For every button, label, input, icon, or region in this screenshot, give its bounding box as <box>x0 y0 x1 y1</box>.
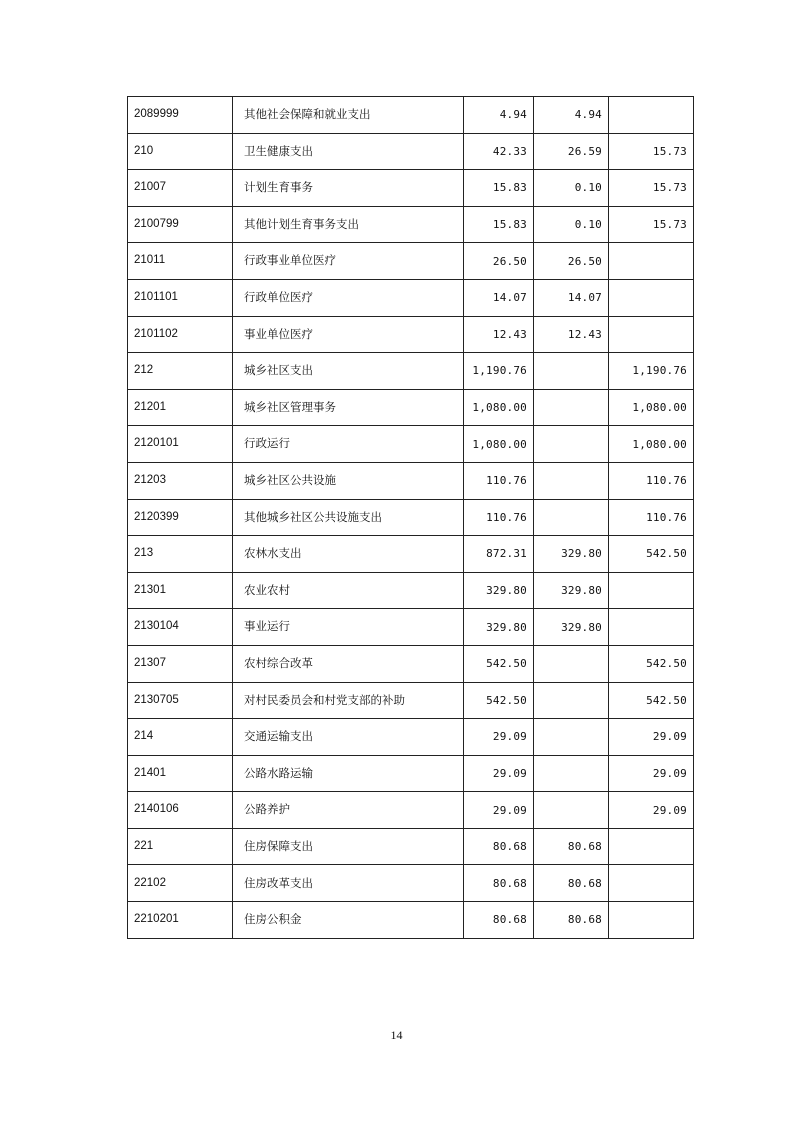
project-expenditure-cell: 1,190.76 <box>609 353 694 390</box>
subject-name-cell: 其他社会保障和就业支出 <box>233 97 464 134</box>
total-amount-cell: 1,080.00 <box>464 426 534 463</box>
subject-name-cell: 公路水路运输 <box>233 755 464 792</box>
table-row <box>128 645 694 682</box>
total-amount-cell: 110.76 <box>464 499 534 536</box>
subject-code-cell: 2130705 <box>128 682 233 719</box>
total-amount-cell: 26.50 <box>464 243 534 280</box>
subject-name-cell: 行政事业单位医疗 <box>233 243 464 280</box>
table-row <box>128 719 694 756</box>
total-amount-cell: 329.80 <box>464 572 534 609</box>
table-row <box>128 133 694 170</box>
subject-name-cell: 对村民委员会和村党支部的补助 <box>233 682 464 719</box>
total-amount-cell: 29.09 <box>464 755 534 792</box>
total-amount-cell: 29.09 <box>464 792 534 829</box>
subject-name-cell: 其他计划生育事务支出 <box>233 206 464 243</box>
subject-code-cell: 2101101 <box>128 279 233 316</box>
table-row <box>128 902 694 939</box>
table-row <box>128 462 694 499</box>
total-amount-cell: 42.33 <box>464 133 534 170</box>
subject-code-cell: 21307 <box>128 645 233 682</box>
subject-code-cell: 210 <box>128 133 233 170</box>
basic-expenditure-cell <box>534 755 609 792</box>
project-expenditure-cell: 1,080.00 <box>609 389 694 426</box>
budget-table-body <box>128 97 694 939</box>
subject-name-cell: 城乡社区管理事务 <box>233 389 464 426</box>
total-amount-cell: 15.83 <box>464 206 534 243</box>
subject-name-cell: 事业单位医疗 <box>233 316 464 353</box>
subject-name-cell: 住房改革支出 <box>233 865 464 902</box>
table-row <box>128 865 694 902</box>
total-amount-cell: 29.09 <box>464 719 534 756</box>
subject-name-cell: 农村综合改革 <box>233 645 464 682</box>
project-expenditure-cell: 15.73 <box>609 133 694 170</box>
subject-name-cell: 住房公积金 <box>233 902 464 939</box>
table-row <box>128 499 694 536</box>
total-amount-cell: 542.50 <box>464 645 534 682</box>
subject-code-cell: 21301 <box>128 572 233 609</box>
subject-code-cell: 21203 <box>128 462 233 499</box>
basic-expenditure-cell: 26.59 <box>534 133 609 170</box>
basic-expenditure-cell: 329.80 <box>534 536 609 573</box>
basic-expenditure-cell: 80.68 <box>534 828 609 865</box>
total-amount-cell: 872.31 <box>464 536 534 573</box>
table-row <box>128 389 694 426</box>
table-row <box>128 170 694 207</box>
subject-code-cell: 214 <box>128 719 233 756</box>
project-expenditure-cell <box>609 572 694 609</box>
project-expenditure-cell: 29.09 <box>609 755 694 792</box>
total-amount-cell: 80.68 <box>464 902 534 939</box>
basic-expenditure-cell <box>534 426 609 463</box>
table-row <box>128 243 694 280</box>
subject-code-cell: 21007 <box>128 170 233 207</box>
project-expenditure-cell <box>609 279 694 316</box>
basic-expenditure-cell <box>534 389 609 426</box>
subject-code-cell: 213 <box>128 536 233 573</box>
project-expenditure-cell <box>609 97 694 134</box>
total-amount-cell: 329.80 <box>464 609 534 646</box>
subject-name-cell: 卫生健康支出 <box>233 133 464 170</box>
subject-code-cell: 221 <box>128 828 233 865</box>
total-amount-cell: 4.94 <box>464 97 534 134</box>
basic-expenditure-cell: 80.68 <box>534 902 609 939</box>
table-row <box>128 828 694 865</box>
project-expenditure-cell <box>609 243 694 280</box>
total-amount-cell: 12.43 <box>464 316 534 353</box>
basic-expenditure-cell <box>534 462 609 499</box>
project-expenditure-cell: 29.09 <box>609 719 694 756</box>
table-row <box>128 206 694 243</box>
project-expenditure-cell: 29.09 <box>609 792 694 829</box>
subject-code-cell: 2120101 <box>128 426 233 463</box>
project-expenditure-cell: 110.76 <box>609 462 694 499</box>
total-amount-cell: 542.50 <box>464 682 534 719</box>
basic-expenditure-cell <box>534 353 609 390</box>
project-expenditure-cell: 110.76 <box>609 499 694 536</box>
subject-name-cell: 住房保障支出 <box>233 828 464 865</box>
table-row <box>128 682 694 719</box>
basic-expenditure-cell: 26.50 <box>534 243 609 280</box>
subject-name-cell: 公路养护 <box>233 792 464 829</box>
subject-code-cell: 2089999 <box>128 97 233 134</box>
table-row <box>128 279 694 316</box>
subject-code-cell: 22102 <box>128 865 233 902</box>
project-expenditure-cell <box>609 902 694 939</box>
subject-name-cell: 计划生育事务 <box>233 170 464 207</box>
subject-code-cell: 2210201 <box>128 902 233 939</box>
basic-expenditure-cell: 14.07 <box>534 279 609 316</box>
basic-expenditure-cell: 4.94 <box>534 97 609 134</box>
subject-code-cell: 212 <box>128 353 233 390</box>
total-amount-cell: 14.07 <box>464 279 534 316</box>
total-amount-cell: 1,080.00 <box>464 389 534 426</box>
subject-code-cell: 21401 <box>128 755 233 792</box>
basic-expenditure-cell: 0.10 <box>534 206 609 243</box>
basic-expenditure-cell <box>534 645 609 682</box>
table-row <box>128 353 694 390</box>
basic-expenditure-cell: 80.68 <box>534 865 609 902</box>
table-row <box>128 755 694 792</box>
basic-expenditure-cell <box>534 499 609 536</box>
table-row <box>128 426 694 463</box>
basic-expenditure-cell: 329.80 <box>534 572 609 609</box>
table-row <box>128 536 694 573</box>
subject-name-cell: 行政运行 <box>233 426 464 463</box>
subject-name-cell: 农林水支出 <box>233 536 464 573</box>
table-row <box>128 609 694 646</box>
subject-code-cell: 21011 <box>128 243 233 280</box>
subject-name-cell: 事业运行 <box>233 609 464 646</box>
project-expenditure-cell: 542.50 <box>609 682 694 719</box>
subject-name-cell: 城乡社区支出 <box>233 353 464 390</box>
project-expenditure-cell: 15.73 <box>609 206 694 243</box>
basic-expenditure-cell: 329.80 <box>534 609 609 646</box>
subject-code-cell: 2101102 <box>128 316 233 353</box>
basic-expenditure-cell <box>534 792 609 829</box>
subject-name-cell: 交通运输支出 <box>233 719 464 756</box>
total-amount-cell: 1,190.76 <box>464 353 534 390</box>
total-amount-cell: 15.83 <box>464 170 534 207</box>
project-expenditure-cell <box>609 609 694 646</box>
basic-expenditure-cell: 12.43 <box>534 316 609 353</box>
subject-code-cell: 2100799 <box>128 206 233 243</box>
subject-code-cell: 2120399 <box>128 499 233 536</box>
subject-name-cell: 农业农村 <box>233 572 464 609</box>
subject-name-cell: 行政单位医疗 <box>233 279 464 316</box>
subject-name-cell: 城乡社区公共设施 <box>233 462 464 499</box>
project-expenditure-cell: 1,080.00 <box>609 426 694 463</box>
basic-expenditure-cell <box>534 719 609 756</box>
page-number: 14 <box>390 1028 403 1042</box>
project-expenditure-cell <box>609 865 694 902</box>
table-row <box>128 316 694 353</box>
table-row <box>128 97 694 134</box>
total-amount-cell: 110.76 <box>464 462 534 499</box>
subject-code-cell: 21201 <box>128 389 233 426</box>
project-expenditure-cell: 15.73 <box>609 170 694 207</box>
subject-name-cell: 其他城乡社区公共设施支出 <box>233 499 464 536</box>
project-expenditure-cell: 542.50 <box>609 645 694 682</box>
subject-code-cell: 2130104 <box>128 609 233 646</box>
table-row <box>128 572 694 609</box>
subject-code-cell: 2140106 <box>128 792 233 829</box>
project-expenditure-cell: 542.50 <box>609 536 694 573</box>
project-expenditure-cell <box>609 828 694 865</box>
total-amount-cell: 80.68 <box>464 828 534 865</box>
budget-table <box>127 96 694 939</box>
total-amount-cell: 80.68 <box>464 865 534 902</box>
project-expenditure-cell <box>609 316 694 353</box>
basic-expenditure-cell <box>534 682 609 719</box>
basic-expenditure-cell: 0.10 <box>534 170 609 207</box>
table-row <box>128 792 694 829</box>
